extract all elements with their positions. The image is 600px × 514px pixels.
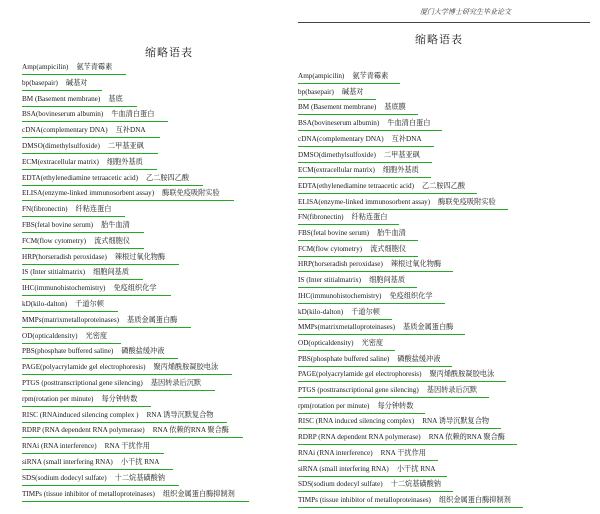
green-underline — [298, 381, 506, 382]
green-underline — [22, 390, 215, 391]
abbreviation-entry — [298, 119, 430, 128]
abbreviation-term: MMPs(matrixmetalloproteinases) — [22, 315, 120, 324]
abbreviation-meaning: 二甲基亚砜 — [383, 150, 420, 159]
abbreviation-entry — [22, 253, 165, 262]
abbreviation-term: PAGE(polyacrylamide gel electrophoresis) — [298, 370, 422, 379]
abbreviation-term: kD(kilo-dalton) — [22, 300, 68, 308]
abbreviation-entry — [298, 370, 494, 379]
abbreviation-meaning: 每分钟转数 — [101, 394, 138, 403]
abbreviation-term: MMPs(matrixmetalloproteinases) — [298, 323, 396, 332]
abbreviation-meaning: 碱基对 — [341, 87, 364, 96]
abbreviation-term: rpm(rotation per minute) — [22, 394, 94, 403]
abbreviation-entry — [298, 151, 420, 160]
green-underline — [22, 232, 144, 233]
abbreviation-term: EDTA(ethylenediamine tetraacetic acid) — [22, 173, 138, 182]
right-page — [294, 0, 600, 514]
abbreviation-entry — [298, 339, 383, 348]
green-underline — [298, 444, 517, 445]
abbreviation-entry — [298, 245, 406, 254]
abbreviation-term: HRP(horseradish peroxidase) — [22, 252, 107, 261]
green-underline — [22, 327, 191, 328]
abbreviation-meaning: 流式细胞仪 — [370, 244, 407, 253]
green-underline — [298, 209, 508, 210]
green-underline — [22, 295, 171, 296]
green-underline — [298, 350, 395, 351]
green-underline — [22, 121, 168, 122]
abbreviation-meaning: 牛血清白蛋白 — [387, 119, 431, 128]
abbreviation-term: TIMPs (tissue inhibitor of metalloproteinases) — [22, 489, 155, 498]
abbreviation-meaning: 酶联免疫吸附实验 — [162, 189, 220, 198]
abbreviation-meaning: 光密度 — [361, 338, 384, 347]
abbreviation-meaning: 氨苄青霉素 — [76, 63, 113, 71]
abbreviation-entry — [22, 411, 213, 420]
green-underline — [22, 485, 179, 486]
abbreviation-meaning: 基质金属蛋白酶 — [127, 315, 178, 324]
green-underline — [298, 334, 465, 335]
abbreviation-meaning: 聚丙烯酰胺凝胶电泳 — [153, 363, 219, 372]
abbreviation-entry — [22, 458, 159, 467]
green-underline — [298, 319, 392, 320]
green-underline — [298, 413, 425, 414]
abbreviation-term: ECM(extracellular matrix) — [298, 166, 375, 175]
abbreviation-entry — [298, 480, 441, 489]
abbreviation-term: BSA(bovineserum albumin) — [298, 119, 380, 128]
abbreviation-meaning: 互补DNA — [115, 126, 146, 135]
abbreviation-term: IHC(immunohistochemistry) — [22, 284, 106, 293]
abbreviation-term: OD(opticaldensity) — [298, 338, 354, 347]
abbreviation-entry — [22, 347, 164, 356]
abbreviation-meaning: 细胞外基质 — [106, 157, 143, 166]
abbreviation-entry — [22, 442, 150, 451]
abbreviation-meaning: 碱基对 — [65, 78, 88, 87]
green-underline — [22, 501, 249, 502]
green-underline — [298, 256, 418, 257]
abbreviation-entry — [298, 308, 380, 317]
abbreviation-entry — [22, 126, 146, 135]
green-underline — [22, 248, 144, 249]
abbreviation-entry — [298, 323, 453, 332]
abbreviation-meaning: 磷酸盐缓冲液 — [397, 354, 441, 363]
abbreviation-term: RNAi (RNA interference) — [298, 448, 373, 457]
abbreviation-meaning: 免疫组织化学 — [389, 291, 433, 300]
abbreviation-entry — [298, 496, 511, 505]
abbreviation-meaning: 氨苄青霉素 — [352, 72, 389, 80]
green-underline — [298, 99, 376, 100]
abbreviation-term: SDS(sodium dodecyl sulfate) — [298, 480, 383, 489]
abbreviation-meaning: RNA 干扰作用 — [380, 448, 426, 457]
abbreviation-term: siRNA (small interfering RNA) — [298, 464, 389, 473]
abbreviation-meaning: 乙二胺四乙酸 — [421, 181, 466, 190]
abbreviation-entry — [22, 474, 165, 483]
green-underline — [298, 460, 438, 461]
green-underline — [298, 162, 432, 163]
abbreviation-meaning: 纤粘连蛋白 — [351, 213, 388, 222]
abbreviation-entry — [298, 292, 433, 301]
abbreviation-entry — [22, 426, 229, 435]
abbreviation-meaning: 十二烷基磺酸钠 — [114, 473, 165, 482]
green-underline — [22, 343, 121, 344]
page-title: 缩略语表 — [415, 34, 463, 46]
abbreviation-meaning: 流式细胞仪 — [94, 236, 131, 245]
abbreviation-entry — [22, 237, 130, 246]
page-title: 缩略语表 — [145, 47, 193, 59]
abbreviation-entry — [298, 449, 426, 458]
abbreviation-meaning: RNA 诱导沉默复合物 — [146, 410, 214, 419]
green-underline — [22, 200, 234, 201]
green-underline — [22, 185, 203, 186]
green-underline — [22, 264, 179, 265]
abbreviation-entry — [298, 465, 435, 474]
abbreviation-term: PTGS (posttranscriptional gene silencing) — [298, 386, 419, 394]
abbreviation-meaning: 免疫组织化学 — [113, 284, 157, 293]
abbreviation-term: bp(basepair) — [298, 87, 334, 96]
abbreviation-term: IS (Inter stitialmatrix) — [22, 268, 86, 277]
green-underline — [298, 366, 452, 367]
abbreviation-entry — [22, 490, 235, 499]
abbreviation-term: BM (Basement membrane) — [298, 103, 377, 112]
abbreviation-entry — [298, 182, 465, 191]
abbreviation-entry — [298, 229, 406, 238]
abbreviation-meaning: 酶联免疫吸附实验 — [438, 197, 496, 206]
abbreviation-meaning: 辣根过氧化物酶 — [390, 260, 442, 269]
green-underline — [22, 279, 143, 280]
abbreviation-meaning: 基质金属蛋白酶 — [403, 323, 454, 332]
abbreviation-term: OD(opticaldensity) — [22, 331, 78, 340]
abbreviation-meaning: 细胞间基质 — [369, 276, 406, 285]
abbreviation-entry — [22, 158, 143, 167]
abbreviation-meaning: 细胞外基质 — [382, 166, 419, 175]
green-underline — [22, 406, 151, 407]
abbreviation-term: siRNA (small interfering RNA) — [22, 458, 113, 466]
abbreviation-meaning: 基因转录后沉默 — [150, 379, 202, 387]
abbreviation-meaning: 乙二胺四乙酸 — [145, 173, 190, 182]
abbreviation-meaning: 基因转录后沉默 — [426, 386, 478, 394]
abbreviation-meaning: 互补DNA — [391, 134, 422, 143]
abbreviation-meaning: 纤粘连蛋白 — [75, 205, 112, 214]
abbreviation-entry — [22, 142, 144, 151]
green-underline — [298, 491, 453, 492]
abbreviation-entry — [22, 189, 220, 198]
green-underline — [298, 476, 447, 477]
abbreviation-term: FCM(flow cytometry) — [22, 236, 87, 245]
green-underline — [298, 130, 442, 131]
abbreviation-meaning: 辣根过氧化物酶 — [114, 252, 166, 261]
abbreviation-entry — [298, 433, 505, 442]
green-underline — [22, 311, 118, 312]
abbreviation-meaning: 千道尔顿 — [351, 307, 380, 316]
abbreviation-meaning: 基底 — [108, 94, 123, 103]
abbreviation-term: FCM(flow cytometry) — [298, 244, 363, 253]
abbreviation-entry — [22, 95, 123, 104]
green-underline — [298, 240, 418, 241]
green-underline — [298, 287, 417, 288]
abbreviation-term: ELISA(enzyme-linked immunosorbent assay) — [298, 197, 431, 206]
abbreviation-term: EDTA(ethylenediamine tetraacetic acid) — [298, 181, 414, 190]
abbreviation-entry — [298, 402, 413, 411]
abbreviation-term: FN(fibronectin) — [22, 205, 68, 214]
green-underline — [22, 358, 178, 359]
abbreviation-meaning: 胎牛血清 — [377, 229, 406, 237]
green-underline — [298, 193, 477, 194]
abbreviation-meaning: 十二烷基磺酸钠 — [390, 480, 441, 489]
abbreviation-entry — [22, 284, 157, 293]
abbreviation-entry — [298, 417, 489, 426]
abbreviation-entry — [298, 198, 496, 207]
abbreviation-term: RDRP (RNA dependent RNA polymerase) — [22, 426, 145, 435]
green-underline — [298, 397, 489, 398]
abbreviation-term: kD(kilo-dalton) — [298, 307, 344, 316]
abbreviation-meaning: RNA 干扰作用 — [104, 442, 150, 451]
abbreviation-entry — [22, 63, 112, 72]
green-underline — [298, 224, 399, 225]
abbreviation-term: FN(fibronectin) — [298, 213, 344, 222]
abbreviation-entry — [298, 72, 388, 81]
green-underline — [298, 507, 523, 508]
left-page — [0, 0, 292, 514]
green-underline — [298, 303, 445, 304]
abbreviation-entry — [298, 386, 477, 395]
green-underline — [22, 169, 157, 170]
abbreviation-term: RISC (RNA induced silencing complex) — [298, 417, 415, 426]
abbreviation-meaning: 胎牛血清 — [101, 221, 130, 229]
abbreviation-term: BM (Basement membrane) — [22, 94, 101, 103]
abbreviation-meaning: 牛血清白蛋白 — [111, 110, 155, 119]
abbreviation-entry — [22, 174, 189, 183]
abbreviation-entry — [22, 316, 177, 325]
abbreviation-entry — [298, 135, 422, 144]
green-underline — [22, 216, 125, 217]
abbreviation-term: DMSO(dimethylsulfoxide) — [22, 142, 100, 150]
abbreviation-term: PBS(phosphate buffered saline) — [22, 347, 114, 356]
green-underline — [298, 271, 453, 272]
abbreviation-term: IS (Inter stitialmatrix) — [298, 276, 362, 285]
abbreviation-term: TIMPs (tissue inhibitor of metalloproteinases) — [298, 495, 431, 504]
green-underline — [22, 469, 173, 470]
abbreviation-term: cDNA(complementary DNA) — [298, 134, 384, 143]
abbreviation-entry — [22, 110, 154, 119]
abbreviation-entry — [22, 363, 218, 372]
green-underline — [22, 90, 102, 91]
abbreviation-term: RDRP (RNA dependent RNA polymerase) — [298, 433, 421, 442]
abbreviation-entry — [22, 379, 201, 388]
abbreviation-term: PBS(phosphate buffered saline) — [298, 354, 390, 363]
abbreviation-entry — [22, 221, 130, 230]
green-underline — [298, 177, 431, 178]
abbreviation-term: IHC(immunohistochemistry) — [298, 291, 382, 300]
abbreviation-meaning: 细胞间基质 — [93, 268, 130, 277]
green-underline — [298, 83, 400, 84]
abbreviation-meaning: RNA 依赖的RNA 聚合酶 — [428, 433, 505, 442]
abbreviation-meaning: 组织金属蛋白酶抑制剂 — [438, 495, 511, 504]
abbreviation-term: RISC (RNAinduced silencing complex ) — [22, 410, 139, 419]
abbreviation-meaning: 小干扰 RNA — [120, 458, 160, 466]
abbreviation-term: cDNA(complementary DNA) — [22, 126, 108, 135]
abbreviation-term: FBS(fetal bovine serum) — [298, 229, 370, 237]
abbreviation-term: Amp(ampicilin) — [298, 72, 345, 80]
green-underline — [22, 374, 232, 375]
abbreviation-meaning: RNA 依赖的RNA 聚合酶 — [152, 426, 229, 435]
abbreviation-entry — [298, 88, 364, 97]
abbreviation-meaning: 组织金属蛋白酶抑制剂 — [162, 489, 235, 498]
green-underline — [22, 137, 160, 138]
green-underline — [22, 106, 137, 107]
abbreviation-term: PTGS (posttranscriptional gene silencing) — [22, 379, 143, 387]
abbreviation-entry — [298, 103, 406, 112]
abbreviation-meaning: 二甲基亚砜 — [107, 142, 144, 150]
abbreviation-entry — [298, 260, 441, 269]
abbreviation-meaning: 千道尔顿 — [75, 300, 104, 308]
abbreviation-term: ECM(extracellular matrix) — [22, 157, 99, 166]
running-header: 厦门大学博士研究生毕业论文 — [420, 8, 511, 16]
abbreviation-entry — [22, 300, 104, 309]
abbreviation-entry — [22, 332, 107, 341]
abbreviation-entry — [298, 166, 419, 175]
green-underline — [22, 437, 243, 438]
abbreviation-term: RNAi (RNA interference) — [22, 442, 97, 451]
abbreviation-term: bp(basepair) — [22, 78, 58, 87]
abbreviation-meaning: 每分钟转数 — [377, 401, 414, 410]
abbreviation-meaning: 光密度 — [85, 331, 108, 340]
abbreviation-entry — [22, 268, 129, 277]
green-underline — [22, 453, 164, 454]
abbreviation-term: Amp(ampicilin) — [22, 63, 69, 71]
green-underline — [22, 74, 126, 75]
abbreviation-term: rpm(rotation per minute) — [298, 401, 370, 410]
abbreviation-meaning: RNA 诱导沉默复合物 — [422, 417, 490, 426]
abbreviation-entry — [22, 395, 137, 404]
green-underline — [298, 428, 501, 429]
abbreviation-term: BSA(bovineserum albumin) — [22, 110, 104, 119]
abbreviation-entry — [22, 79, 88, 88]
abbreviation-entry — [298, 213, 387, 222]
green-underline — [22, 422, 227, 423]
abbreviation-term: ELISA(enzyme-linked immunosorbent assay) — [22, 189, 155, 198]
abbreviation-entry — [298, 276, 405, 285]
abbreviation-term: HRP(horseradish peroxidase) — [298, 260, 383, 269]
abbreviation-meaning: 基底膜 — [384, 103, 406, 112]
abbreviation-meaning: 磷酸盐缓冲液 — [121, 347, 165, 356]
abbreviation-term: PAGE(polyacrylamide gel electrophoresis) — [22, 363, 146, 372]
abbreviation-entry — [22, 205, 111, 214]
abbreviation-meaning: 聚丙烯酰胺凝胶电泳 — [429, 370, 495, 379]
green-underline — [298, 146, 434, 147]
abbreviation-term: DMSO(dimethylsulfoxide) — [298, 150, 376, 159]
green-underline — [298, 114, 418, 115]
green-underline — [22, 153, 158, 154]
abbreviation-term: SDS(sodium dodecyl sulfate) — [22, 473, 107, 482]
abbreviation-meaning: 小干扰 RNA — [396, 464, 436, 473]
abbreviation-term: FBS(fetal bovine serum) — [22, 221, 94, 229]
abbreviation-entry — [298, 355, 440, 364]
